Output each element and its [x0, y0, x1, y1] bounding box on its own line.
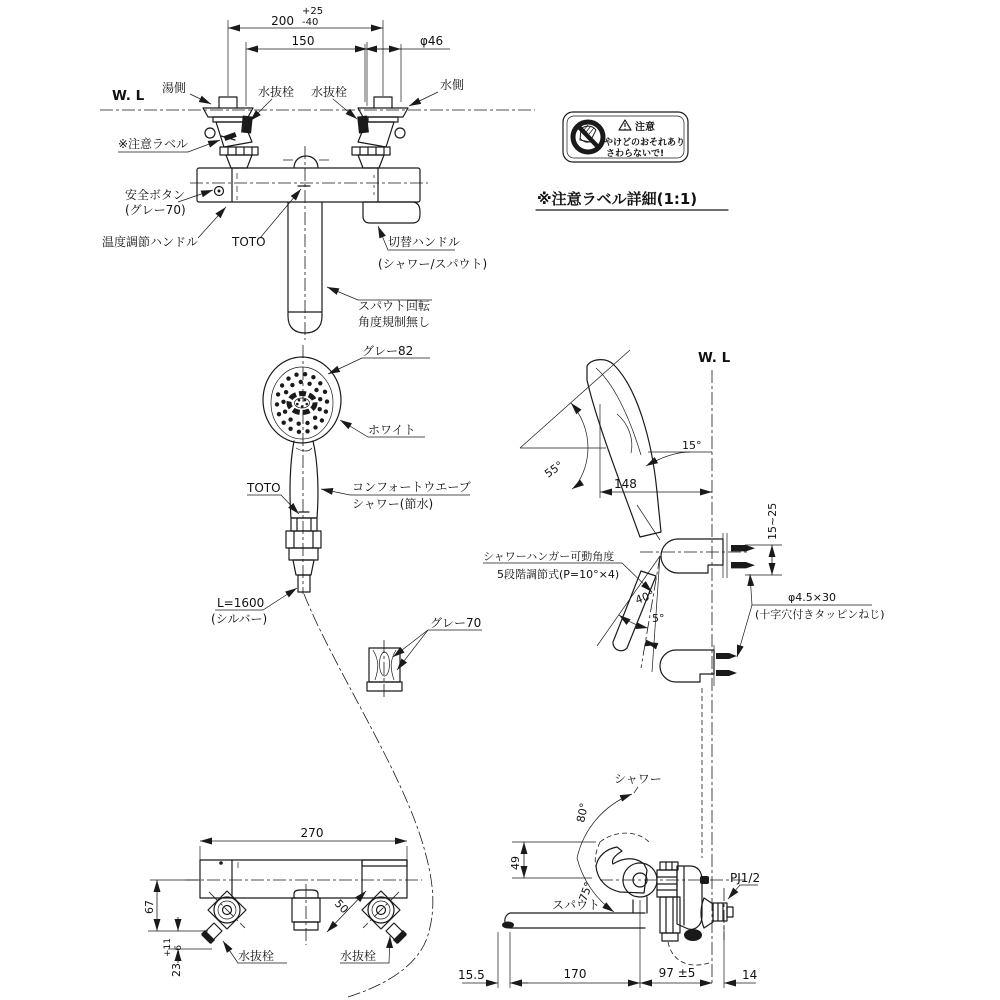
tolerance-upper: +25 [302, 6, 324, 17]
angle-55: 55° [542, 458, 566, 481]
dim-23: 23 [170, 963, 183, 977]
warn-line1: やけどのおそれあり [604, 138, 686, 148]
dim-15-25: 15~25 [766, 502, 779, 540]
spout-note-2: 角度規制無し [358, 315, 431, 329]
hose-color-label: (シルバー) [211, 612, 268, 626]
dim-67: 67 [143, 900, 156, 914]
angle-15: 15° [682, 439, 702, 452]
angle-80: 80° [574, 801, 591, 824]
safety-button-label: 安全ボタン [125, 188, 186, 202]
side-view [458, 350, 885, 988]
angle-75: 75° [576, 880, 596, 904]
valve-side [502, 772, 760, 965]
temp-handle-label: 温度調節ハンドル [102, 235, 199, 249]
warning-triangle-icon [619, 120, 631, 130]
angle-40: 40° [633, 587, 657, 607]
hose-nut-part [367, 640, 402, 700]
caution-detail [536, 112, 728, 210]
warn-line2: さわらないで! [606, 149, 665, 159]
dim-170: 170 [563, 967, 587, 981]
hot-leg [203, 97, 258, 168]
hanger-swing [597, 556, 737, 858]
front-view [100, 6, 535, 340]
bottom-view [143, 826, 422, 977]
drain-label-2: 水抜栓 [310, 85, 348, 99]
dim-148: 148 [614, 477, 637, 491]
hose-length-label: L=1600 [217, 596, 265, 610]
switch-handle-label: 切替ハンドル [388, 235, 461, 249]
wl-label-front: W. L [112, 88, 145, 104]
drain-label-1: 水抜栓 [257, 85, 295, 99]
dim-23-tol-dn: -6 [174, 945, 184, 954]
hanger-note-1: シャワーハンガー可動角度 [483, 550, 615, 563]
dim-270: 270 [300, 826, 324, 840]
screw-spec: φ4.5×30 [788, 591, 836, 604]
toto-logo-head: TOTO [247, 481, 281, 495]
dim-14: 14 [742, 968, 758, 982]
dim-50: 50 [331, 897, 351, 917]
warn-heading: 注意 [635, 122, 655, 133]
safety-button-color: (グレー70) [125, 203, 186, 217]
screw-spec-sub: (十字穴付きタッピンねじ) [755, 608, 885, 621]
drain-valve-right [362, 891, 407, 944]
shower-pos-label: シャワー [614, 772, 662, 786]
white-label: ホワイト [368, 423, 416, 437]
toto-logo-front: TOTO [232, 235, 266, 249]
head-profile [587, 360, 661, 540]
spout-pos-label: スパウト [552, 898, 601, 912]
tolerance-lower: -40 [302, 17, 319, 28]
dim-49: 49 [509, 856, 522, 870]
gray70-label: グレー70 [430, 616, 482, 630]
drain-label-bottom-left: 水抜栓 [238, 949, 275, 963]
dim-dia46: φ46 [420, 34, 444, 48]
shower-hanger-upper [613, 533, 755, 651]
dim-97: 97 ±5 [658, 966, 696, 980]
comfort-wave-2: シャワー(節水) [352, 497, 434, 511]
spout-bottom [292, 884, 320, 945]
cold-side-label: 水側 [440, 78, 465, 92]
dim-200: 200 [271, 14, 294, 28]
spout-note-1: スパウト回転 [358, 299, 431, 313]
caution-label-callout: ※注意ラベル [118, 137, 189, 151]
drain-label-bottom-right: 水抜栓 [340, 949, 377, 963]
drain-valve-left [201, 891, 246, 944]
angle-55-15 [520, 350, 712, 498]
hanger-note-2: 5段階調節式(P=10°×4) [497, 568, 620, 581]
comfort-wave-1: コンフォートウエーブ [352, 480, 471, 494]
cold-leg [352, 97, 408, 168]
angle-5: 5° [652, 612, 665, 625]
no-touch-icon [573, 122, 603, 152]
dim-150: 150 [291, 34, 315, 48]
dim-15-5: 15.5 [458, 968, 485, 982]
hot-side-label: 湯側 [162, 81, 187, 95]
spray-holes [275, 372, 329, 434]
gray82-label: グレー82 [362, 344, 414, 358]
switch-handle-sub: (シャワー/スパウト) [378, 257, 488, 271]
shower-head-view [211, 344, 482, 997]
caution-detail-title: ※注意ラベル詳細(1:1) [537, 190, 698, 208]
pj-label: PJ1/2 [730, 871, 761, 885]
dim-23-tol-up: +11 [163, 938, 173, 957]
wl-label-side: W. L [698, 350, 731, 366]
